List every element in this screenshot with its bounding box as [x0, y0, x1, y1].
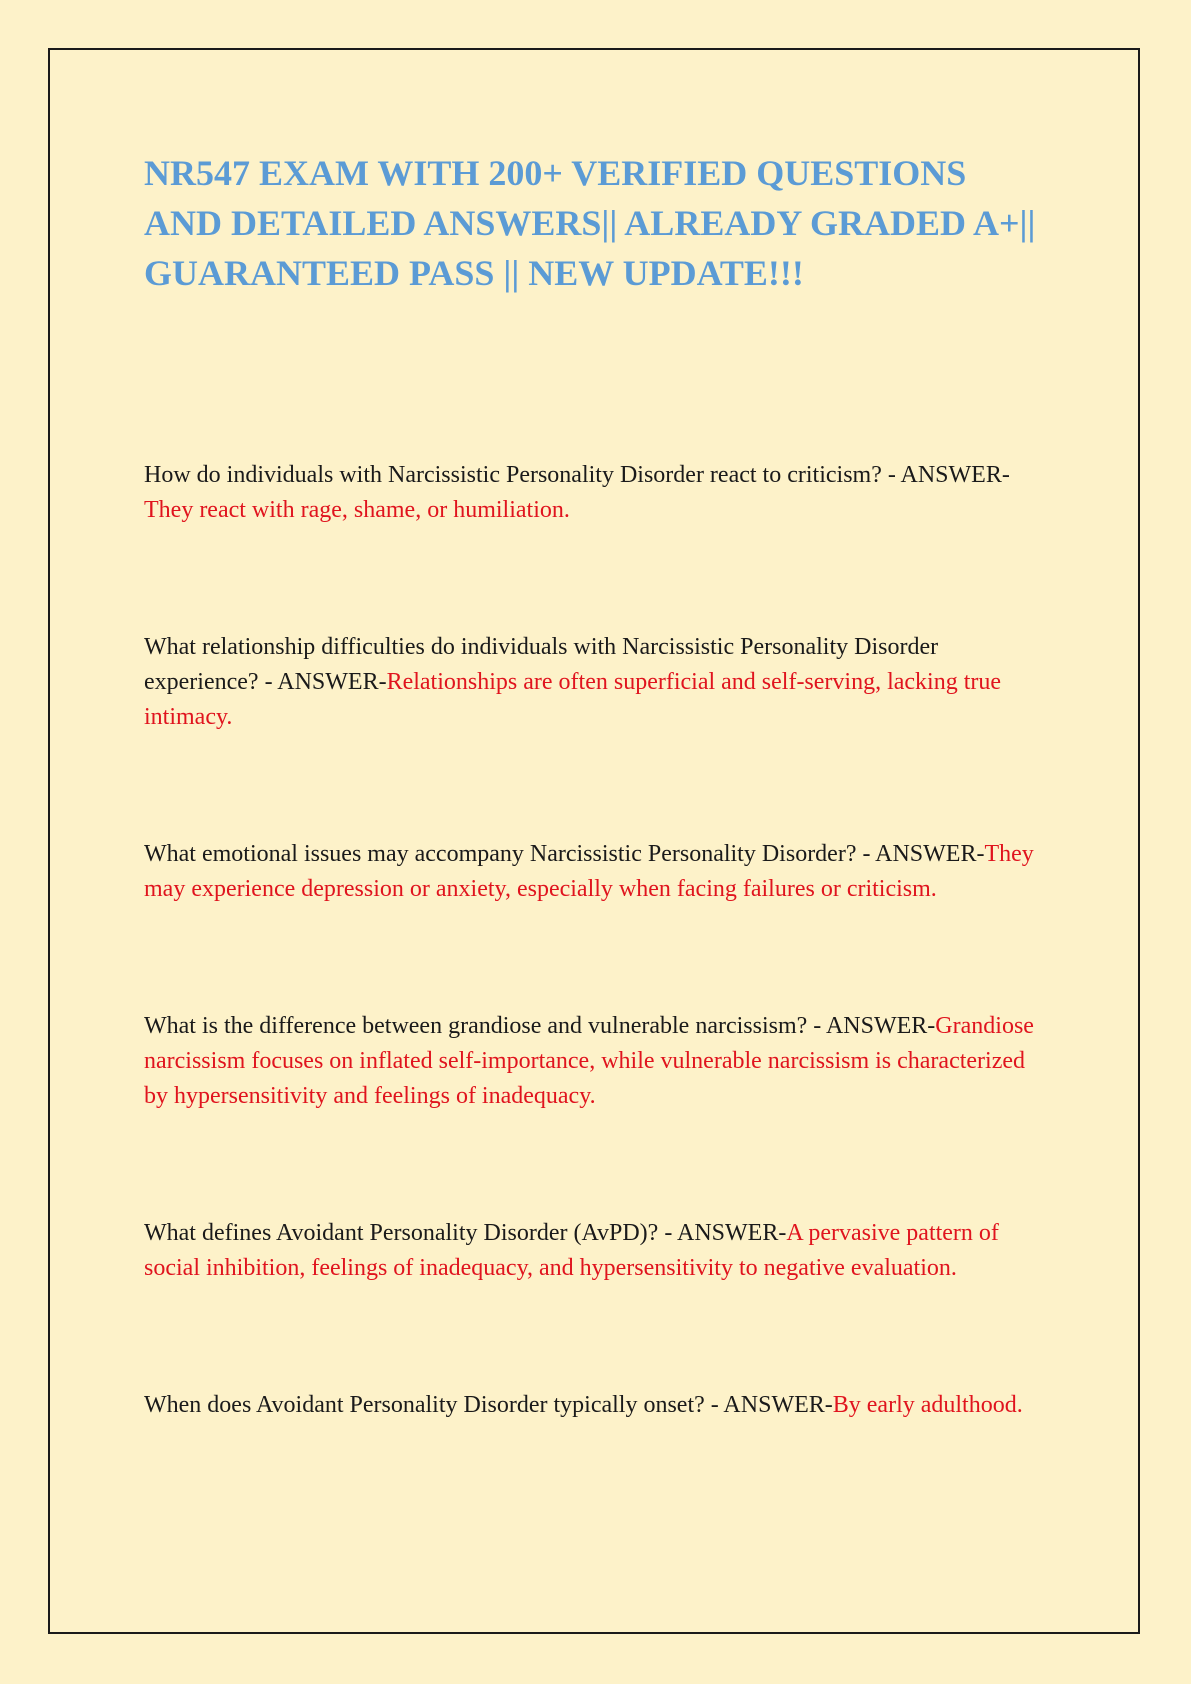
answer-text: Relationships are often superficial and self-serving, lacking true intimacy. — [144, 669, 1002, 730]
question-text: When does Avoidant Personality Disorder typically onset? - ANSWER- — [144, 1392, 833, 1418]
document-title: NR547 EXAM WITH 200+ VERIFIED QUESTIONS AND DETAILED ANSWERS|| ALREADY GRADED A+|| GUARANTEED PASS || NEW UPDATE!!! — [144, 153, 1036, 293]
question-text: What relationship difficulties do individuals with Narcissistic Personality Disorder experience? - ANSWER- — [144, 634, 939, 695]
answer-text: A pervasive pattern of social inhibition, feelings of inadequacy, and hypersensitivity to negative evaluation. — [144, 1220, 999, 1281]
qa-item-5 — [144, 1216, 1044, 1286]
qa-item-4 — [144, 1009, 1044, 1114]
answer-text: They react with rage, shame, or humiliation. — [144, 497, 570, 523]
question-text: What is the difference between grandiose and vulnerable narcissism? - ANSWER- — [144, 1013, 936, 1039]
question-text: What defines Avoidant Personality Disorder (AvPD)? - ANSWER- — [144, 1220, 787, 1246]
answer-text: By early adulthood. — [832, 1392, 1023, 1418]
question-text: How do individuals with Narcissistic Personality Disorder react to criticism? - ANSWER- — [144, 462, 1010, 488]
qa-list — [144, 458, 1044, 1423]
question-text: What emotional issues may accompany Narcissistic Personality Disorder? - ANSWER- — [144, 841, 985, 867]
answer-text: Grandiose narcissism focuses on inflated self-importance, while vulnerable narcissism is characterized by hypersensitivity and feelings of inadequacy. — [144, 1013, 1034, 1109]
qa-item-1 — [144, 458, 1044, 528]
document-content — [144, 148, 1044, 1525]
answer-text: They may experience depression or anxiety, especially when facing failures or criticism. — [144, 841, 1034, 902]
qa-item-6 — [144, 1388, 1044, 1423]
qa-item-2 — [144, 630, 1044, 735]
qa-item-3 — [144, 837, 1044, 907]
